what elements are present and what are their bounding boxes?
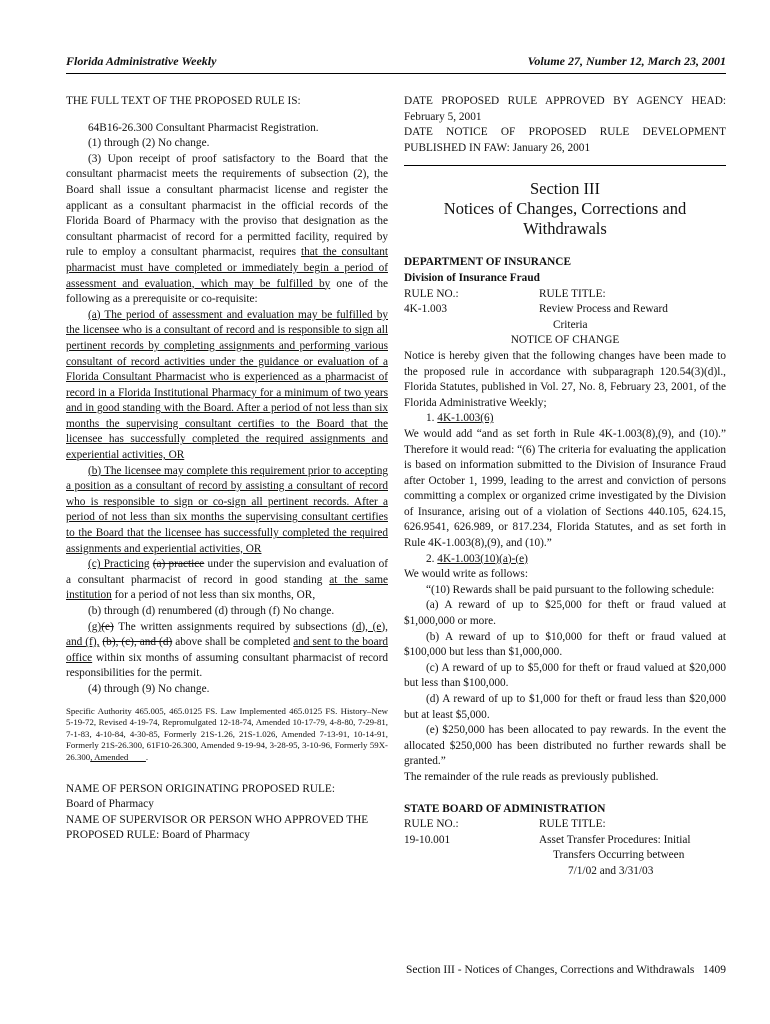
rewards-schedule: “(10) Rewards shall be paid pursuant to the following schedule: <box>426 583 715 596</box>
reward-b: (b) A reward of up to $10,000 for theft or fraud valued at $100,000 but less than $1,000,000. <box>404 630 726 659</box>
full-text-heading: THE FULL TEXT OF THE PROPOSED RULE IS: <box>66 95 301 107</box>
underlined-addition: at the same institution <box>66 573 388 602</box>
underlined-addition: (d), (e), and (f), <box>66 620 389 649</box>
rule-title-value: Review Process and Reward <box>539 303 668 316</box>
right-column <box>404 94 726 880</box>
rule-title: 64B16-26.300 Consultant Pharmacist Registration. <box>88 121 319 134</box>
department-state-board: STATE BOARD OF ADMINISTRATION <box>404 802 606 815</box>
two-column-body <box>66 94 726 880</box>
paragraph-1: (1) through (2) No change. <box>88 137 210 150</box>
notice-text: Notice is hereby given that the following changes have been made to the proposed rule in accordance with subparagraph 120.54(3)(d)l., Florida Statutes, published in Vol. 27, No. 8, February 23, 2001, of the Florida Administrative Weekly; <box>404 349 726 409</box>
text-run: above shall be completed <box>172 636 294 649</box>
running-header <box>66 54 726 74</box>
text-run: one of the following as a prerequisite or co-requisite: <box>66 277 388 306</box>
approval-date: DATE PROPOSED RULE APPROVED BY AGENCY HEAD: February 5, 2001 <box>404 95 726 123</box>
underlined-addition: (c) Practicing <box>88 558 150 571</box>
text-run: for a period of not less than six months, OR, <box>111 589 316 602</box>
rule-title-continued-2: Transfers Occurring between <box>553 849 685 862</box>
item-1-heading <box>404 411 726 427</box>
paragraph-4: (4) through (9) No change. <box>88 682 210 695</box>
paragraph-c <box>66 557 388 604</box>
section-number: Section III <box>529 179 601 199</box>
item-2-intro: We would write as follows: <box>404 568 528 581</box>
rule-title-continued: Criteria <box>553 318 588 331</box>
paragraph-b: (b) The licensee may complete this requirement prior to accepting a position as a consultant of record by assisting a consultant of record who is responsible to sign or co-sign all pertinent records. After a period of not less than six months the supervising consultant certifies to the Board that the licensee has successfully completed the required assignments and experiential activities, OR <box>66 464 388 555</box>
reward-c: (c) A reward of up to $5,000 for theft or fraud valued at $20,000 but less than $100,000. <box>404 661 726 690</box>
notice-published-date: DATE NOTICE OF PROPOSED RULE DEVELOPMENT PUBLISHED IN FAW: January 26, 2001 <box>404 126 726 154</box>
rule-title-label: RULE TITLE: <box>539 287 606 300</box>
section-divider <box>404 165 726 166</box>
reward-d: (d) A reward of up to $1,000 for theft or fraud less than $20,000 but at least $5,000. <box>404 693 726 721</box>
rule-label-row <box>404 287 726 303</box>
reward-e: (e) $250,000 has been allocated to pay rewards. In the event the allocated $250,000 has been distributed no further rewards shall be granted.” <box>404 724 726 768</box>
rule-no-value: 4K-1.003 <box>404 303 447 316</box>
paragraph-renumbered: (b) through (d) renumbered (d) through (f) No change. <box>88 605 335 617</box>
underlined-addition: (g) <box>88 620 102 633</box>
struck-deletion: (b), (c), and (d) <box>102 636 173 649</box>
section-heading <box>404 179 726 239</box>
paragraph-g <box>66 620 388 682</box>
underlined-addition: , Amended <box>90 751 146 762</box>
page-footer: Section III - Notices of Changes, Corrections and Withdrawals 1409 <box>406 964 726 976</box>
rule-title-label: RULE TITLE: <box>539 818 606 831</box>
item-reference: 4K-1.003(10)(a)-(e) <box>437 552 528 565</box>
text-run: within six months of assuming consultant pharmacist of record responsibilities for the permit. <box>66 651 388 680</box>
supervisor-value: Board of Pharmacy <box>159 829 250 842</box>
left-column <box>66 94 388 880</box>
originating-value: Board of Pharmacy <box>66 798 154 811</box>
supervisor-line <box>66 813 388 844</box>
item-reference: 4K-1.003(6) <box>437 412 494 425</box>
text-run: The written assignments required by subsections <box>113 620 352 633</box>
history-end: . <box>145 751 149 762</box>
history-text: Specific Authority 465.005, 465.0125 FS. Law Implemented 465.0125 FS. History–New 5-19-72, Revised 4-19-74, Repromulgated 12-18-74, Amended 10-17-79, 4-8-80, 7-29-81, 7-1-83, 4-10-84, 4-30-85, Formerly 21S-1.26, 21S-1.026, Amended 7-13-91, 10-14-91, Formerly 21S-26.300, 61F10-26.300, Amended 9-19-94, 3-28-95, 3-10-96, Formerly 59X-26.300 <box>66 705 388 762</box>
text-run: under the supervision and evaluation of a consultant pharmacist of record in good standing <box>66 558 388 586</box>
rule-value-row <box>404 302 726 318</box>
spacer <box>66 764 388 782</box>
supervisor-label: NAME OF SUPERVISOR OR PERSON WHO APPROVED THE PROPOSED RULE: <box>66 813 369 842</box>
item-number: 2. <box>426 552 438 565</box>
header-volume: Volume 27, Number 12, March 23, 2001 <box>527 54 726 68</box>
struck-deletion: (e) <box>101 620 114 633</box>
originating-label: NAME OF PERSON ORIGINATING PROPOSED RULE: <box>66 782 335 795</box>
struck-deletion: (a) practice <box>152 558 205 571</box>
rule-title-continued-3: 7/1/02 and 3/31/03 <box>568 864 654 877</box>
text-run: (3) Upon receipt of proof satisfactory to the Board that the consultant pharmacist meets the requirements of subsection (2), the Board shall issue a consultant pharmacist license and register the applicant as a consultant pharmacist in the official records of the Florida Board of Pharmacy with the proviso that designation as the consultant pharmacist of record for a permitted facility, required by rule to employ a consultant pharmacist, requires <box>66 152 388 259</box>
rule-no-value: 19-10.001 <box>404 833 451 846</box>
rule-title-value: Asset Transfer Procedures: Initial <box>539 833 691 846</box>
item-number: 1. <box>426 412 438 425</box>
header-publication: Florida Administrative Weekly <box>66 54 217 68</box>
document-page <box>66 54 726 880</box>
paragraph-3 <box>66 152 388 308</box>
notice-of-change-heading: NOTICE OF CHANGE <box>510 334 620 347</box>
underlined-addition: that the consultant pharmacist must have completed or immediately begin a period of assessment and evaluation, which may be fulfilled by <box>66 246 388 290</box>
reward-a: (a) A reward of up to $25,000 for theft or fraud valued at $1,000,000 or more. <box>404 599 726 628</box>
remainder-note: The remainder of the rule reads as previously published. <box>404 770 659 783</box>
paragraph-a: (a) The period of assessment and evaluation may be fulfilled by the licensee who is a consultant of record and is responsible to sign all pertinent records by completing assignments and performing various consultant of record activities under the guidance or evaluation of a Florida Consultant Pharmacist who is experienced as a pharmacist of record in a Florida Institutional Pharmacy for a minimum of two years and in good standing with the Board. After a period of not less than six months the supervising consultant certifies to the Board that the licensee has successfully completed the required assignments and experiential activities, OR <box>66 308 388 462</box>
rule-label-row-2 <box>404 817 726 833</box>
section-title-line-1: Notices of Changes, Corrections and <box>443 199 687 219</box>
department-insurance: DEPARTMENT OF INSURANCE <box>404 256 571 269</box>
rule-history <box>66 706 388 764</box>
item-1-text: We would add “and as set forth in Rule 4K-1.003(8),(9), and (10).” Therefore it would read: “(6) The criteria for evaluating the application is based on information submitted to the Division of Insurance Fraud after October 1, 1999, leading to the arrest and conviction of persons committing a complex or organized crime investigated by the Division of Insurance, arising out of a violation of Sections 440.105, 624.15, 626.9541, 626.989, or 817.234, Florida Statutes, and as set forth in Rule 4K-1.003(8),(9), and (10).” <box>404 427 726 550</box>
underlined-addition: and sent to the board office <box>66 636 388 664</box>
rule-no-label: RULE NO.: <box>404 818 459 831</box>
rule-no-label: RULE NO.: <box>404 287 459 300</box>
section-title-line-2: Withdrawals <box>523 219 607 239</box>
rule-value-row-2 <box>404 833 726 849</box>
division-insurance-fraud: Division of Insurance Fraud <box>404 271 540 284</box>
item-2-heading <box>404 552 726 568</box>
